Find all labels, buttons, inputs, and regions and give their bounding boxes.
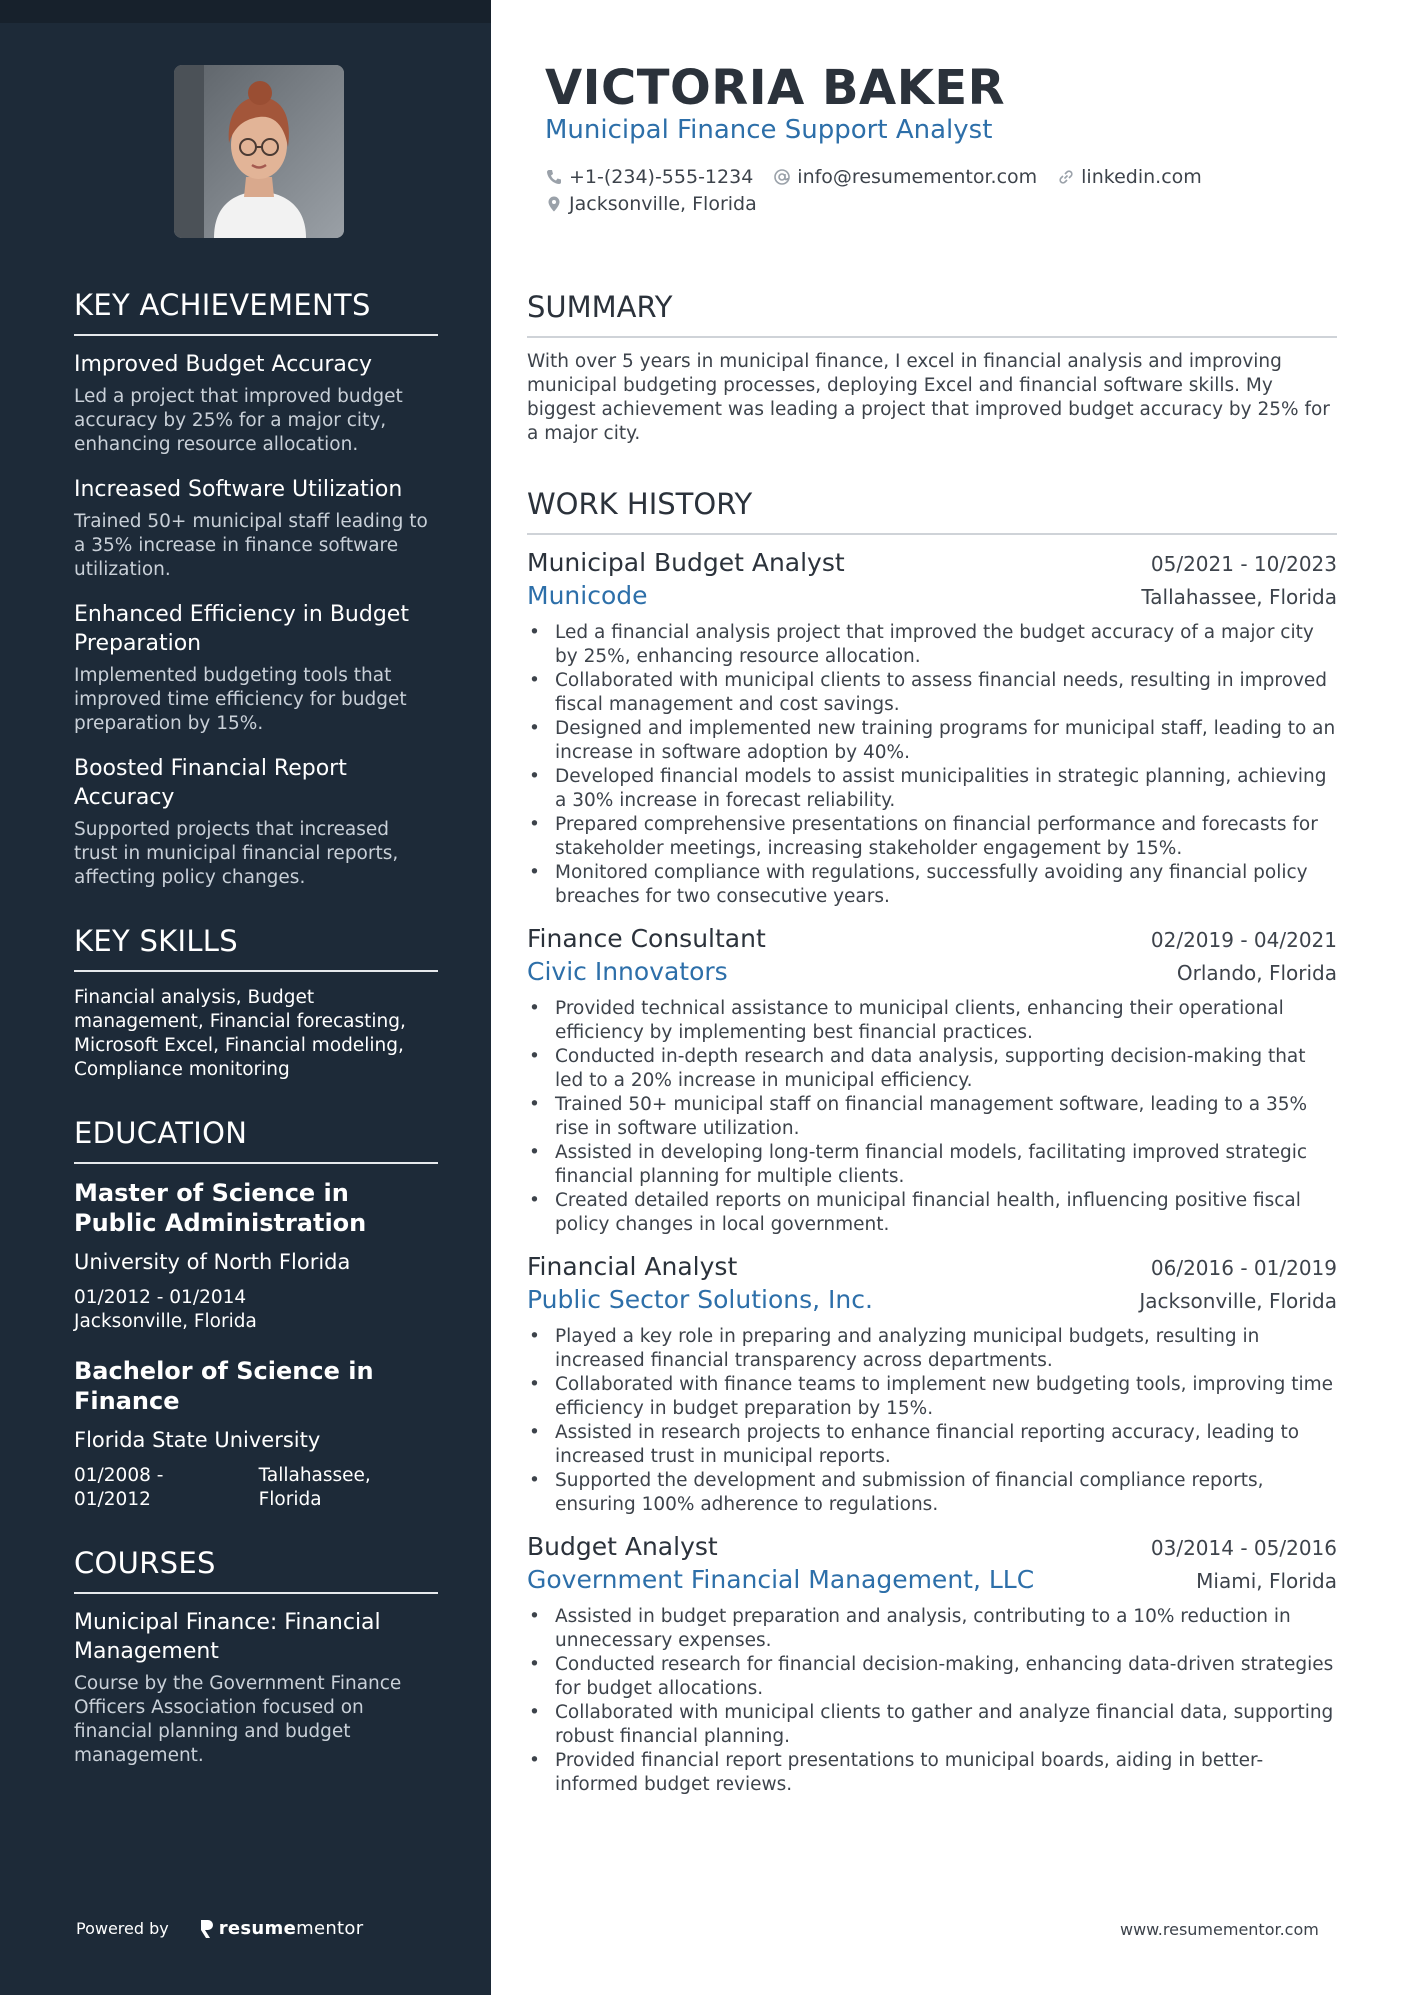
job-bullet: • Created detailed reports on municipal financial health, influencing positive fiscal policy changes in local government. [527, 1189, 1337, 1237]
skills-list: Financial analysis, Budget management, Financial forecasting, Microsoft Excel, Financial modeling, Compliance monitoring [74, 987, 406, 1080]
job-bullets [527, 1325, 1337, 1517]
job-bullet: • Played a key role in preparing and analyzing municipal budgets, resulting in increased financial transparency across departments. [527, 1325, 1337, 1373]
sidebar-content [74, 288, 438, 1768]
education-school: University of North Florida [74, 1250, 351, 1274]
job-entry [527, 1251, 1337, 1517]
education-degree: Master of Science in Public Administration [74, 1179, 367, 1237]
education-item [74, 1178, 438, 1334]
achievement-title: Increased Software Utilization [74, 477, 403, 502]
email-at-icon [773, 168, 791, 186]
job-title: Finance Consultant [527, 924, 766, 953]
achievement-item [74, 475, 438, 582]
job-dates: 03/2014 - 05/2016 [1150, 1536, 1337, 1560]
job-title: Budget Analyst [527, 1532, 718, 1561]
education-meta [74, 1464, 438, 1512]
job-entry [527, 923, 1337, 1237]
achievement-description: Supported projects that increased trust in municipal financial reports, affecting policy changes. [74, 819, 399, 888]
phone-text: +1-(234)-555-1234 [569, 165, 754, 188]
job-company: Government Financial Management, LLC [527, 1565, 1035, 1594]
job-entry [527, 1531, 1337, 1797]
linkedin[interactable] [1057, 166, 1202, 188]
location-pin-icon [545, 195, 563, 213]
education-item [74, 1356, 438, 1512]
job-company: Civic Innovators [527, 957, 728, 986]
email[interactable] [773, 166, 1037, 188]
powered-by [76, 1918, 363, 1939]
job-bullet: • Collaborated with municipal clients to assess financial needs, resulting in improved fiscal management and cost savings. [527, 669, 1337, 717]
job-bullet: • Designed and implemented new training programs for municipal staff, leading to an increase in software adoption by 40%. [527, 717, 1337, 765]
job-header [527, 923, 1337, 989]
achievement-title: Boosted Financial Report Accuracy [74, 756, 347, 810]
profile-photo [174, 65, 344, 238]
job-company: Municode [527, 581, 648, 610]
summary-heading: SUMMARY [527, 290, 1337, 338]
linkedin-text: linkedin.com [1081, 165, 1202, 188]
education-school: Florida State University [74, 1428, 321, 1452]
sidebar [0, 0, 491, 1995]
course-description: Course by the Government Finance Officers Association focused on financial planning and budget management. [74, 1673, 402, 1766]
job-title: Municipal Budget Analyst [527, 548, 845, 577]
contact-row [545, 190, 1222, 217]
job-location: Tallahassee, Florida [1141, 585, 1337, 609]
powered-by-label: Powered by [76, 1919, 169, 1938]
job-location: Miami, Florida [1196, 1569, 1337, 1593]
education-dates: 01/2012 - 01/2014 [74, 1287, 247, 1308]
work-history-heading: WORK HISTORY [527, 487, 1337, 535]
job-bullet: • Collaborated with municipal clients to gather and analyze financial data, supporting robust financial planning. [527, 1701, 1337, 1749]
footer-website-link[interactable]: www.resumementor.com [1120, 1920, 1319, 1939]
job-bullets [527, 997, 1337, 1237]
education-location: Tallahassee, Florida [258, 1465, 371, 1510]
job-dates: 05/2021 - 10/2023 [1150, 552, 1337, 576]
education-location: Jacksonville, Florida [74, 1311, 257, 1332]
candidate-name: VICTORIA BAKER [545, 60, 1006, 116]
phone[interactable] [545, 166, 753, 188]
summary-section [527, 290, 1337, 446]
course-title: Municipal Finance: Financial Management [74, 1610, 381, 1664]
job-bullet: • Trained 50+ municipal staff on financial management software, leading to a 35% rise in software utilization. [527, 1093, 1337, 1141]
course-item [74, 1608, 438, 1768]
achievement-description: Trained 50+ municipal staff leading to a 35% increase in finance software utilization. [74, 511, 428, 580]
email-text: info@resumementor.com [797, 165, 1038, 188]
job-dates: 02/2019 - 04/2021 [1150, 928, 1337, 952]
courses-heading: COURSES [74, 1546, 438, 1594]
job-bullet: • Supported the development and submission of financial compliance reports, ensuring 100% adherence to regulations. [527, 1469, 1337, 1517]
job-bullet: • Conducted research for financial decision-making, enhancing data-driven strategies for budget allocations. [527, 1653, 1337, 1701]
job-dates: 06/2016 - 01/2019 [1150, 1256, 1337, 1280]
job-bullet: • Provided financial report presentations to municipal boards, aiding in better-informed budget reviews. [527, 1749, 1337, 1797]
job-bullet: • Conducted in-depth research and data analysis, supporting decision-making that led to a 20% increase in municipal efficiency. [527, 1045, 1337, 1093]
job-header [527, 1251, 1337, 1317]
job-title: Financial Analyst [527, 1252, 738, 1281]
education-heading: EDUCATION [74, 1116, 438, 1164]
phone-icon [545, 168, 563, 186]
brand-name-light: mentor [296, 1918, 364, 1939]
candidate-title: Municipal Finance Support Analyst [545, 115, 993, 145]
job-company: Public Sector Solutions, Inc. [527, 1285, 873, 1314]
skills-heading: KEY SKILLS [74, 924, 438, 972]
job-location: Jacksonville, Florida [1139, 1289, 1337, 1313]
job-bullet: • Prepared comprehensive presentations on financial performance and forecasts for stakeholder meetings, increasing stakeholder engagement by 15%. [527, 813, 1337, 861]
profile-photo-image [174, 65, 344, 238]
job-bullet: • Assisted in research projects to enhance financial reporting accuracy, leading to increased trust in municipal reports. [527, 1421, 1337, 1469]
job-entry [527, 547, 1337, 909]
education-degree: Bachelor of Science in Finance [74, 1357, 374, 1415]
job-header [527, 547, 1337, 613]
brand-name-bold: resume [218, 1918, 297, 1939]
work-history-section [527, 487, 1337, 1811]
job-bullet: • Developed financial models to assist municipalities in strategic planning, achieving a 30% increase in forecast reliability. [527, 765, 1337, 813]
achievement-description: Implemented budgeting tools that improved time efficiency for budget preparation by 15%. [74, 665, 407, 734]
achievement-title: Enhanced Efficiency in Budget Preparation [74, 602, 409, 656]
achievement-description: Led a project that improved budget accuracy by 25% for a major city, enhancing resource allocation. [74, 386, 403, 455]
job-bullet: • Assisted in developing long-term financial models, facilitating improved strategic financial planning for multiple clients. [527, 1141, 1337, 1189]
job-header [527, 1531, 1337, 1597]
sidebar-top-bar [0, 0, 491, 23]
summary-text: With over 5 years in municipal finance, I excel in financial analysis and improving municipal budgeting processes, deploying Excel and financial software skills. My biggest achievement was leading a project that improved budget accuracy by 25% for a major city. [527, 351, 1330, 444]
location-text: Jacksonville, Florida [569, 192, 757, 215]
achievement-item [74, 754, 438, 890]
job-bullets [527, 1605, 1337, 1797]
job-bullet: • Provided technical assistance to municipal clients, enhancing their operational efficiency by implementing best financial practices. [527, 997, 1337, 1045]
contact-row [545, 163, 1222, 190]
resumementor-logo-icon [199, 1920, 213, 1938]
job-bullet: • Assisted in budget preparation and analysis, contributing to a 10% reduction in unnecessary expenses. [527, 1605, 1337, 1653]
achievements-heading: KEY ACHIEVEMENTS [74, 288, 438, 336]
job-bullet: • Collaborated with finance teams to implement new budgeting tools, improving time efficiency in budget preparation by 15%. [527, 1373, 1337, 1421]
job-bullet: • Monitored compliance with regulations, successfully avoiding any financial policy breaches for two consecutive years. [527, 861, 1337, 909]
location [545, 193, 757, 215]
brand-logo[interactable] [199, 1918, 364, 1939]
job-location: Orlando, Florida [1176, 961, 1337, 985]
job-bullet: • Led a financial analysis project that improved the budget accuracy of a major city by 25%, enhancing resource allocation. [527, 621, 1337, 669]
achievement-item [74, 350, 438, 457]
achievement-item [74, 600, 438, 736]
contact-info [545, 163, 1222, 217]
education-dates: 01/2008 - 01/2012 [74, 1465, 164, 1510]
link-icon [1057, 168, 1075, 186]
achievement-title: Improved Budget Accuracy [74, 352, 372, 377]
job-bullets [527, 621, 1337, 909]
